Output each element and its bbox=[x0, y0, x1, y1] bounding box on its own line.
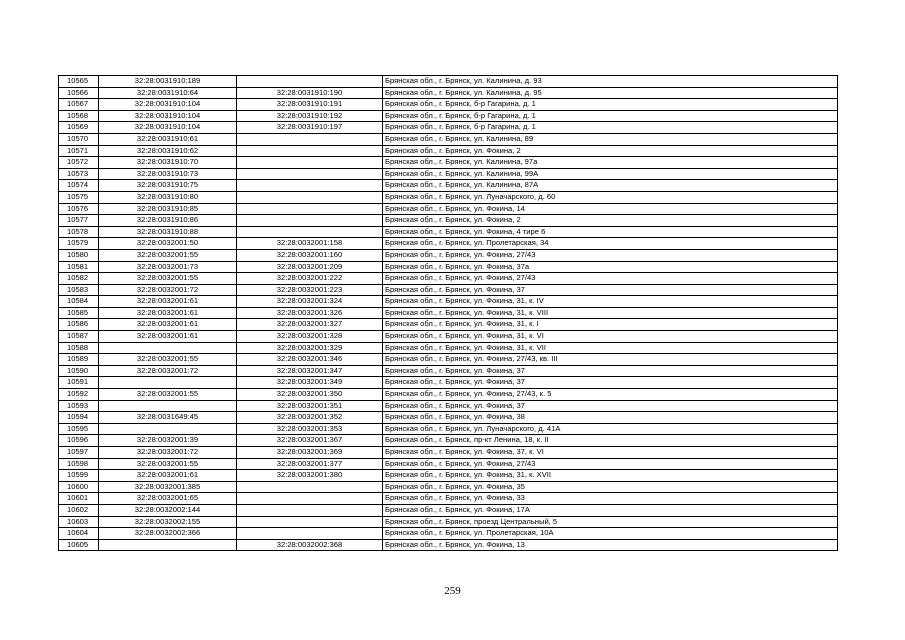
object-cadastral-number-cell bbox=[237, 481, 383, 493]
land-cadastral-number-cell: 32:28:0031910:86 bbox=[99, 215, 237, 227]
object-cadastral-number-cell bbox=[237, 191, 383, 203]
table-row bbox=[59, 539, 838, 551]
land-cadastral-number-cell: 32:28:0032001:72 bbox=[99, 447, 237, 459]
address-cell: Брянская обл., г. Брянск, ул. Фокина, 17А bbox=[383, 504, 838, 516]
object-cadastral-number-cell: 32:28:0032001:352 bbox=[237, 412, 383, 424]
object-cadastral-number-cell bbox=[237, 528, 383, 540]
table-row bbox=[59, 226, 838, 238]
table-row bbox=[59, 273, 838, 285]
table-row bbox=[59, 389, 838, 401]
table-row bbox=[59, 504, 838, 516]
table-row bbox=[59, 423, 838, 435]
table-row bbox=[59, 133, 838, 145]
land-cadastral-number-cell: 32:28:0031910:85 bbox=[99, 203, 237, 215]
object-cadastral-number-cell bbox=[237, 493, 383, 505]
land-cadastral-number-cell: 32:28:0032001:39 bbox=[99, 435, 237, 447]
address-cell: Брянская обл., г. Брянск, ул. Фокина, 37, к. VI bbox=[383, 447, 838, 459]
address-cell: Брянская обл., г. Брянск, ул. Фокина, 31, к. IV bbox=[383, 296, 838, 308]
land-cadastral-number-cell: 32:28:0032001:61 bbox=[99, 331, 237, 343]
record-number-cell: 10567 bbox=[59, 99, 99, 111]
record-number-cell: 10597 bbox=[59, 447, 99, 459]
record-number-cell: 10598 bbox=[59, 458, 99, 470]
address-cell: Брянская обл., г. Брянск, ул. Фокина, 27/43, кв. III bbox=[383, 354, 838, 366]
object-cadastral-number-cell: 32:28:0031910:191 bbox=[237, 99, 383, 111]
land-cadastral-number-cell: 32:28:0032002:144 bbox=[99, 504, 237, 516]
object-cadastral-number-cell: 32:28:0031910:197 bbox=[237, 122, 383, 134]
table-row bbox=[59, 481, 838, 493]
record-number-cell: 10575 bbox=[59, 191, 99, 203]
table-row bbox=[59, 435, 838, 447]
land-cadastral-number-cell: 32:28:0032001:73 bbox=[99, 261, 237, 273]
object-cadastral-number-cell: 32:28:0032001:160 bbox=[237, 249, 383, 261]
object-cadastral-number-cell bbox=[237, 157, 383, 169]
record-number-cell: 10568 bbox=[59, 110, 99, 122]
record-number-cell: 10600 bbox=[59, 481, 99, 493]
record-number-cell: 10581 bbox=[59, 261, 99, 273]
land-cadastral-number-cell bbox=[99, 400, 237, 412]
record-number-cell: 10576 bbox=[59, 203, 99, 215]
land-cadastral-number-cell: 32:28:0031910:75 bbox=[99, 180, 237, 192]
record-number-cell: 10585 bbox=[59, 307, 99, 319]
record-number-cell: 10590 bbox=[59, 365, 99, 377]
land-cadastral-number-cell: 32:28:0031910:73 bbox=[99, 168, 237, 180]
land-cadastral-number-cell: 32:28:0031910:104 bbox=[99, 122, 237, 134]
land-cadastral-number-cell: 32:28:0032001:61 bbox=[99, 296, 237, 308]
record-number-cell: 10579 bbox=[59, 238, 99, 250]
record-number-cell: 10596 bbox=[59, 435, 99, 447]
table-row bbox=[59, 157, 838, 169]
land-cadastral-number-cell: 32:28:0032002:155 bbox=[99, 516, 237, 528]
address-cell: Брянская обл., г. Брянск, ул. Фокина, 31, к. VIII bbox=[383, 307, 838, 319]
land-cadastral-number-cell: 32:28:0032001:55 bbox=[99, 249, 237, 261]
record-number-cell: 10565 bbox=[59, 76, 99, 88]
land-cadastral-number-cell: 32:28:0032001:55 bbox=[99, 389, 237, 401]
table-row bbox=[59, 215, 838, 227]
address-cell: Брянская обл., г. Брянск, б-р Гагарина, д. 1 bbox=[383, 110, 838, 122]
record-number-cell: 10578 bbox=[59, 226, 99, 238]
object-cadastral-number-cell: 32:28:0032001:327 bbox=[237, 319, 383, 331]
land-cadastral-number-cell: 32:28:0032001:61 bbox=[99, 307, 237, 319]
table-row bbox=[59, 284, 838, 296]
address-cell: Брянская обл., г. Брянск, проезд Центральный, 5 bbox=[383, 516, 838, 528]
land-cadastral-number-cell: 32:28:0032001:50 bbox=[99, 238, 237, 250]
record-number-cell: 10574 bbox=[59, 180, 99, 192]
object-cadastral-number-cell bbox=[237, 226, 383, 238]
object-cadastral-number-cell bbox=[237, 203, 383, 215]
object-cadastral-number-cell: 32:28:0032001:350 bbox=[237, 389, 383, 401]
land-cadastral-number-cell: 32:28:0032001:55 bbox=[99, 273, 237, 285]
table-row bbox=[59, 319, 838, 331]
record-number-cell: 10569 bbox=[59, 122, 99, 134]
address-cell: Брянская обл., г. Брянск, ул. Фокина, 33 bbox=[383, 493, 838, 505]
address-cell: Брянская обл., г. Брянск, ул. Луначарского, д. 41А bbox=[383, 423, 838, 435]
record-number-cell: 10566 bbox=[59, 87, 99, 99]
land-cadastral-number-cell: 32:28:0032001:55 bbox=[99, 354, 237, 366]
table-row bbox=[59, 493, 838, 505]
address-cell: Брянская обл., г. Брянск, ул. Калинина, 97а bbox=[383, 157, 838, 169]
record-number-cell: 10572 bbox=[59, 157, 99, 169]
record-number-cell: 10573 bbox=[59, 168, 99, 180]
address-cell: Брянская обл., г. Брянск, ул. Фокина, 14 bbox=[383, 203, 838, 215]
land-cadastral-number-cell: 32:28:0031910:104 bbox=[99, 99, 237, 111]
object-cadastral-number-cell: 32:28:0032001:369 bbox=[237, 447, 383, 459]
address-cell: Брянская обл., г. Брянск, ул. Фокина, 27/43 bbox=[383, 249, 838, 261]
table-row bbox=[59, 76, 838, 88]
page-number: 259 bbox=[444, 585, 461, 597]
table-row bbox=[59, 342, 838, 354]
land-cadastral-number-cell: 32:28:0031910:64 bbox=[99, 87, 237, 99]
address-cell: Брянская обл., г. Брянск, б-р Гагарина, д. 1 bbox=[383, 99, 838, 111]
address-cell: Брянская обл., г. Брянск, ул. Фокина, 2 bbox=[383, 215, 838, 227]
address-cell: Брянская обл., г. Брянск, ул. Фокина, 37 bbox=[383, 377, 838, 389]
record-number-cell: 10588 bbox=[59, 342, 99, 354]
land-cadastral-number-cell: 32:28:0031910:80 bbox=[99, 191, 237, 203]
address-cell: Брянская обл., г. Брянск, ул. Пролетарская, 34 bbox=[383, 238, 838, 250]
land-cadastral-number-cell: 32:28:0032002:366 bbox=[99, 528, 237, 540]
registry-table-body bbox=[59, 76, 838, 551]
object-cadastral-number-cell bbox=[237, 76, 383, 88]
object-cadastral-number-cell: 32:28:0032001:328 bbox=[237, 331, 383, 343]
table-row bbox=[59, 528, 838, 540]
record-number-cell: 10587 bbox=[59, 331, 99, 343]
table-row bbox=[59, 296, 838, 308]
land-cadastral-number-cell: 32:28:0032001:72 bbox=[99, 365, 237, 377]
address-cell: Брянская обл., г. Брянск, ул. Фокина, 27/43, к. 5 bbox=[383, 389, 838, 401]
table-row bbox=[59, 110, 838, 122]
object-cadastral-number-cell: 32:28:0032001:377 bbox=[237, 458, 383, 470]
record-number-cell: 10580 bbox=[59, 249, 99, 261]
object-cadastral-number-cell: 32:28:0031910:190 bbox=[237, 87, 383, 99]
table-row bbox=[59, 412, 838, 424]
address-cell: Брянская обл., г. Брянск, ул. Калинина, 87А bbox=[383, 180, 838, 192]
address-cell: Брянская обл., г. Брянск, ул. Фокина, 13 bbox=[383, 539, 838, 551]
table-row bbox=[59, 261, 838, 273]
land-cadastral-number-cell: 32:28:0032001:55 bbox=[99, 458, 237, 470]
object-cadastral-number-cell: 32:28:0032002:368 bbox=[237, 539, 383, 551]
address-cell: Брянская обл., г. Брянск, б-р Гагарина, д. 1 bbox=[383, 122, 838, 134]
table-row bbox=[59, 458, 838, 470]
land-cadastral-number-cell bbox=[99, 342, 237, 354]
object-cadastral-number-cell: 32:28:0032001:380 bbox=[237, 470, 383, 482]
address-cell: Брянская обл., г. Брянск, ул. Пролетарская, 10А bbox=[383, 528, 838, 540]
address-cell: Брянская обл., г. Брянск, ул. Фокина, 31, к. XVII bbox=[383, 470, 838, 482]
address-cell: Брянская обл., г. Брянск, ул. Фокина, 37 bbox=[383, 400, 838, 412]
address-cell: Брянская обл., г. Брянск, ул. Калинина, д. 95 bbox=[383, 87, 838, 99]
address-cell: Брянская обл., г. Брянск, ул. Калинина, 89 bbox=[383, 133, 838, 145]
table-row bbox=[59, 331, 838, 343]
object-cadastral-number-cell: 32:28:0032001:223 bbox=[237, 284, 383, 296]
land-cadastral-number-cell: 32:28:0031910:88 bbox=[99, 226, 237, 238]
land-cadastral-number-cell: 32:28:0031910:62 bbox=[99, 145, 237, 157]
land-cadastral-number-cell: 32:28:0031910:61 bbox=[99, 133, 237, 145]
address-cell: Брянская обл., г. Брянск, пр-кт Ленина, 18, к. II bbox=[383, 435, 838, 447]
address-cell: Брянская обл., г. Брянск, ул. Фокина, 27/43 bbox=[383, 273, 838, 285]
table-row bbox=[59, 377, 838, 389]
address-cell: Брянская обл., г. Брянск, ул. Фокина, 2 bbox=[383, 145, 838, 157]
address-cell: Брянская обл., г. Брянск, ул. Калинина, 99А bbox=[383, 168, 838, 180]
record-number-cell: 10595 bbox=[59, 423, 99, 435]
address-cell: Брянская обл., г. Брянск, ул. Фокина, 31, к. VII bbox=[383, 342, 838, 354]
table-row bbox=[59, 249, 838, 261]
table-row bbox=[59, 203, 838, 215]
table-row bbox=[59, 122, 838, 134]
object-cadastral-number-cell: 32:28:0032001:353 bbox=[237, 423, 383, 435]
address-cell: Брянская обл., г. Брянск, ул. Луначарского, д. 60 bbox=[383, 191, 838, 203]
table-row bbox=[59, 99, 838, 111]
table-row bbox=[59, 447, 838, 459]
land-cadastral-number-cell bbox=[99, 377, 237, 389]
object-cadastral-number-cell: 32:28:0032001:329 bbox=[237, 342, 383, 354]
table-row bbox=[59, 400, 838, 412]
record-number-cell: 10593 bbox=[59, 400, 99, 412]
address-cell: Брянская обл., г. Брянск, ул. Фокина, 31, к. I bbox=[383, 319, 838, 331]
object-cadastral-number-cell bbox=[237, 504, 383, 516]
land-cadastral-number-cell: 32:28:0031649:45 bbox=[99, 412, 237, 424]
object-cadastral-number-cell bbox=[237, 145, 383, 157]
object-cadastral-number-cell: 32:28:0032001:324 bbox=[237, 296, 383, 308]
record-number-cell: 10603 bbox=[59, 516, 99, 528]
record-number-cell: 10601 bbox=[59, 493, 99, 505]
record-number-cell: 10591 bbox=[59, 377, 99, 389]
record-number-cell: 10594 bbox=[59, 412, 99, 424]
object-cadastral-number-cell: 32:28:0031910:192 bbox=[237, 110, 383, 122]
address-cell: Брянская обл., г. Брянск, ул. Фокина, 37а bbox=[383, 261, 838, 273]
record-number-cell: 10605 bbox=[59, 539, 99, 551]
table-row bbox=[59, 238, 838, 250]
address-cell: Брянская обл., г. Брянск, ул. Фокина, 37 bbox=[383, 365, 838, 377]
address-cell: Брянская обл., г. Брянск, ул. Калинина, д. 93 bbox=[383, 76, 838, 88]
land-cadastral-number-cell: 32:28:0031910:189 bbox=[99, 76, 237, 88]
table-row bbox=[59, 168, 838, 180]
object-cadastral-number-cell: 32:28:0032001:349 bbox=[237, 377, 383, 389]
address-cell: Брянская обл., г. Брянск, ул. Фокина, 38 bbox=[383, 412, 838, 424]
object-cadastral-number-cell bbox=[237, 215, 383, 227]
land-cadastral-number-cell: 32:28:0032001:61 bbox=[99, 470, 237, 482]
record-number-cell: 10586 bbox=[59, 319, 99, 331]
land-cadastral-number-cell: 32:28:0031910:70 bbox=[99, 157, 237, 169]
address-cell: Брянская обл., г. Брянск, ул. Фокина, 4 тире 6 bbox=[383, 226, 838, 238]
object-cadastral-number-cell: 32:28:0032001:351 bbox=[237, 400, 383, 412]
object-cadastral-number-cell: 32:28:0032001:367 bbox=[237, 435, 383, 447]
table-row bbox=[59, 470, 838, 482]
record-number-cell: 10602 bbox=[59, 504, 99, 516]
object-cadastral-number-cell: 32:28:0032001:326 bbox=[237, 307, 383, 319]
record-number-cell: 10599 bbox=[59, 470, 99, 482]
land-cadastral-number-cell bbox=[99, 423, 237, 435]
record-number-cell: 10571 bbox=[59, 145, 99, 157]
table-row bbox=[59, 180, 838, 192]
record-number-cell: 10570 bbox=[59, 133, 99, 145]
land-cadastral-number-cell: 32:28:0032001:65 bbox=[99, 493, 237, 505]
table-row bbox=[59, 145, 838, 157]
object-cadastral-number-cell bbox=[237, 180, 383, 192]
record-number-cell: 10592 bbox=[59, 389, 99, 401]
land-cadastral-number-cell: 32:28:0031910:104 bbox=[99, 110, 237, 122]
record-number-cell: 10589 bbox=[59, 354, 99, 366]
record-number-cell: 10583 bbox=[59, 284, 99, 296]
object-cadastral-number-cell bbox=[237, 168, 383, 180]
record-number-cell: 10582 bbox=[59, 273, 99, 285]
record-number-cell: 10577 bbox=[59, 215, 99, 227]
land-cadastral-number-cell: 32:28:0032001:72 bbox=[99, 284, 237, 296]
object-cadastral-number-cell: 32:28:0032001:209 bbox=[237, 261, 383, 273]
land-cadastral-number-cell bbox=[99, 539, 237, 551]
object-cadastral-number-cell bbox=[237, 133, 383, 145]
table-row bbox=[59, 354, 838, 366]
object-cadastral-number-cell bbox=[237, 516, 383, 528]
table-row bbox=[59, 191, 838, 203]
address-cell: Брянская обл., г. Брянск, ул. Фокина, 37 bbox=[383, 284, 838, 296]
object-cadastral-number-cell: 32:28:0032001:347 bbox=[237, 365, 383, 377]
table-row bbox=[59, 307, 838, 319]
table-row bbox=[59, 365, 838, 377]
object-cadastral-number-cell: 32:28:0032001:346 bbox=[237, 354, 383, 366]
land-cadastral-number-cell: 32:28:0032001:385 bbox=[99, 481, 237, 493]
cadastral-registry-table bbox=[58, 75, 838, 551]
address-cell: Брянская обл., г. Брянск, ул. Фокина, 31, к. VI bbox=[383, 331, 838, 343]
object-cadastral-number-cell: 32:28:0032001:158 bbox=[237, 238, 383, 250]
record-number-cell: 10584 bbox=[59, 296, 99, 308]
address-cell: Брянская обл., г. Брянск, ул. Фокина, 27/43 bbox=[383, 458, 838, 470]
table-row bbox=[59, 516, 838, 528]
table-row bbox=[59, 87, 838, 99]
land-cadastral-number-cell: 32:28:0032001:61 bbox=[99, 319, 237, 331]
address-cell: Брянская обл., г. Брянск, ул. Фокина, 35 bbox=[383, 481, 838, 493]
record-number-cell: 10604 bbox=[59, 528, 99, 540]
object-cadastral-number-cell: 32:28:0032001:222 bbox=[237, 273, 383, 285]
